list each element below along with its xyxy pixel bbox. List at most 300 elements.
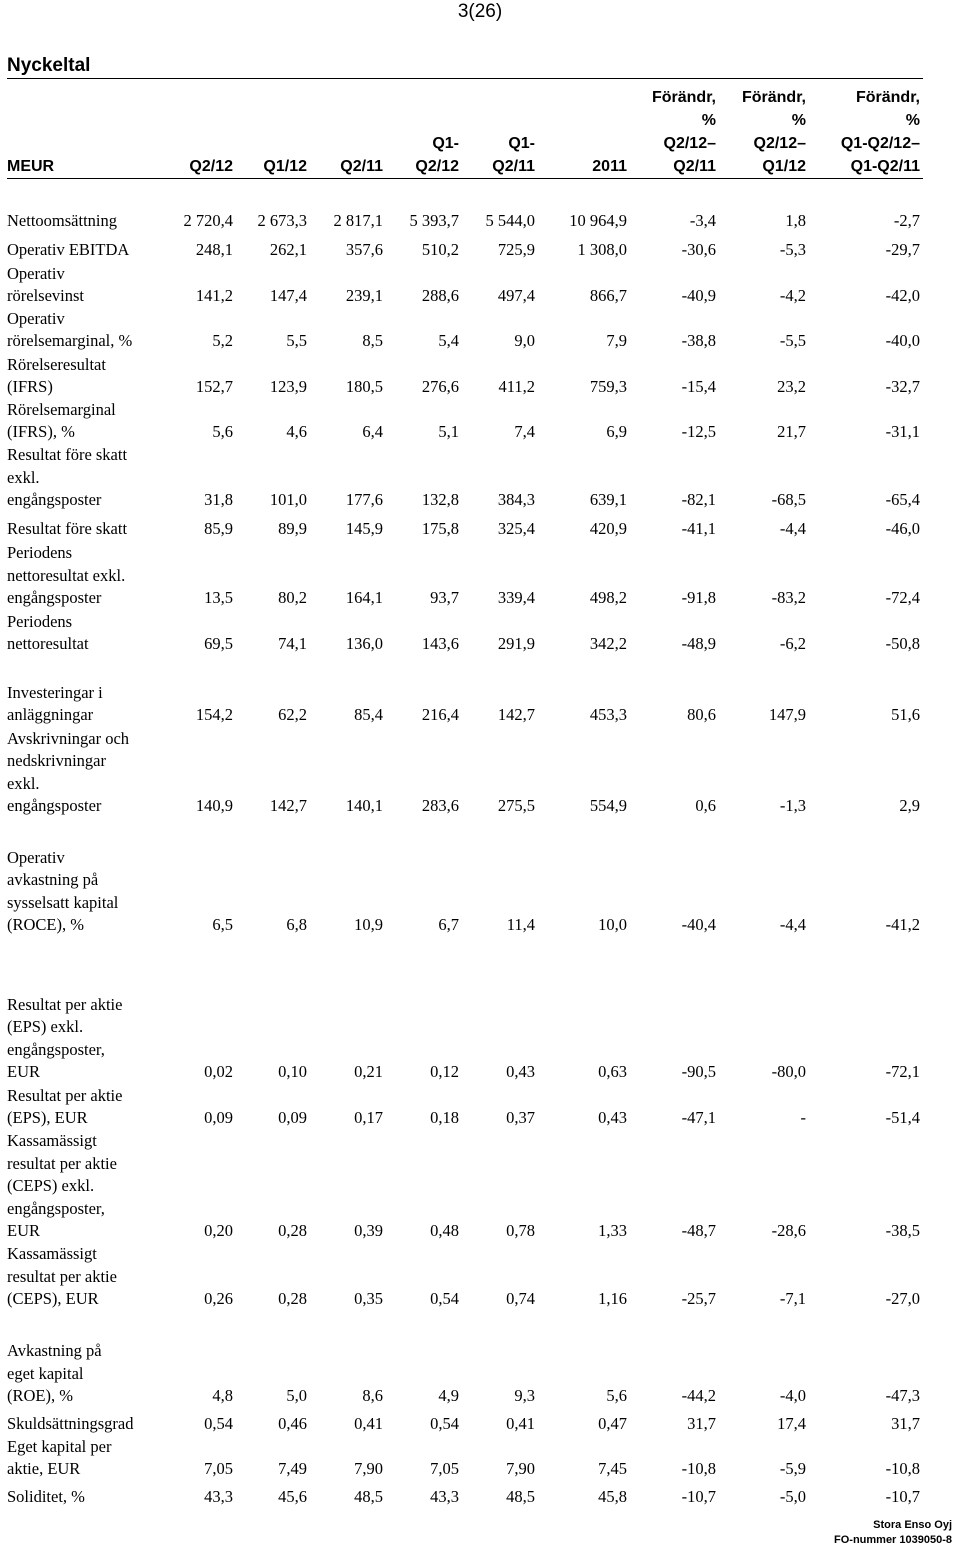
table-cell: 0,26 bbox=[204, 1289, 233, 1309]
column-header-line: Förändr, bbox=[855, 89, 920, 106]
table-cell: 142,7 bbox=[269, 796, 307, 816]
table-cell: -12,5 bbox=[681, 422, 716, 442]
table-cell: 7,05 bbox=[204, 1459, 233, 1479]
table-cell: 0,41 bbox=[354, 1414, 383, 1434]
table-cell: 31,7 bbox=[891, 1414, 920, 1434]
row-label bbox=[7, 1130, 117, 1243]
table-cell: 1,33 bbox=[598, 1221, 627, 1241]
table-cell: 74,1 bbox=[278, 634, 307, 654]
table-cell: 69,5 bbox=[204, 634, 233, 654]
table-cell: 453,3 bbox=[589, 705, 627, 725]
footer bbox=[834, 1518, 952, 1548]
column-header-line: Q1/12 bbox=[263, 158, 307, 175]
row-label-line: resultat per aktie bbox=[7, 1153, 117, 1173]
table-cell: 6,9 bbox=[606, 422, 627, 442]
row-label-line: Eget kapital per bbox=[7, 1436, 112, 1456]
row-label-line: Resultat före skatt bbox=[7, 445, 128, 465]
footer-company: Stora Enso Oyj bbox=[873, 1519, 952, 1531]
column-header-line: % bbox=[905, 112, 920, 129]
row-label-line: engångsposter bbox=[7, 588, 102, 608]
table-cell: 10 964,9 bbox=[569, 211, 627, 231]
table-cell: -5,0 bbox=[779, 1487, 806, 1507]
table-cell: 6,4 bbox=[362, 422, 383, 442]
row-label-line: Rörelseresultat bbox=[7, 354, 106, 374]
table-row bbox=[0, 1243, 960, 1311]
row-label-line: nettoresultat exkl. bbox=[7, 565, 126, 585]
table-cell: -41,2 bbox=[885, 915, 920, 935]
table-cell: 7,45 bbox=[598, 1459, 627, 1479]
row-label-line: (ROCE), % bbox=[7, 915, 84, 935]
table-cell: 10,0 bbox=[598, 915, 627, 935]
column-header-6 bbox=[592, 90, 627, 178]
table-cell: 725,9 bbox=[497, 240, 535, 260]
row-label-line: Operativ EBITDA bbox=[7, 240, 130, 260]
column-header-line: % bbox=[701, 112, 716, 129]
table-cell: 2,9 bbox=[899, 796, 920, 816]
row-label-line: Operativ bbox=[7, 847, 65, 867]
table-cell: -3,4 bbox=[689, 211, 716, 231]
table-cell: -40,9 bbox=[681, 286, 716, 306]
row-label bbox=[7, 994, 122, 1084]
table-row bbox=[0, 263, 960, 308]
table-cell: 10,9 bbox=[354, 915, 383, 935]
table-cell: 2 720,4 bbox=[183, 211, 233, 231]
table-cell: -72,1 bbox=[885, 1062, 920, 1082]
table-cell: 866,7 bbox=[589, 286, 627, 306]
table-cell: -27,0 bbox=[885, 1289, 920, 1309]
table-cell: 639,1 bbox=[589, 490, 627, 510]
table-cell: -28,6 bbox=[771, 1221, 806, 1241]
table-cell: 262,1 bbox=[269, 240, 307, 260]
column-header-line: Q1- bbox=[508, 135, 535, 152]
table-cell: 7,49 bbox=[278, 1459, 307, 1479]
table-cell: -44,2 bbox=[681, 1386, 716, 1406]
table-cell: 85,9 bbox=[204, 519, 233, 539]
table-row bbox=[0, 728, 960, 818]
table-cell: 51,6 bbox=[891, 705, 920, 725]
table-cell: 554,9 bbox=[589, 796, 627, 816]
table-cell: -80,0 bbox=[771, 1062, 806, 1082]
table-cell: 498,2 bbox=[589, 588, 627, 608]
table-cell: -91,8 bbox=[681, 588, 716, 608]
table-cell: 5 393,7 bbox=[409, 211, 459, 231]
table-row bbox=[0, 611, 960, 656]
table-cell: 1,16 bbox=[598, 1289, 627, 1309]
column-header-line: Q2/11 bbox=[340, 158, 383, 175]
table-cell: 0,74 bbox=[506, 1289, 535, 1309]
row-label-line: Investeringar i bbox=[7, 682, 103, 702]
table-cell: 2 673,3 bbox=[257, 211, 307, 231]
table-cell: 0,63 bbox=[598, 1062, 627, 1082]
table-cell: 5,6 bbox=[606, 1386, 627, 1406]
table-cell: 0,54 bbox=[430, 1414, 459, 1434]
table-cell: -40,0 bbox=[885, 331, 920, 351]
table-row bbox=[0, 1436, 960, 1481]
table-cell: -2,7 bbox=[893, 211, 920, 231]
table-cell: 0,02 bbox=[204, 1062, 233, 1082]
table-cell: 5,0 bbox=[286, 1386, 307, 1406]
row-label bbox=[7, 210, 117, 233]
table-cell: 48,5 bbox=[506, 1487, 535, 1507]
column-header-line: Q2/11 bbox=[673, 158, 716, 175]
table-cell: 177,6 bbox=[345, 490, 383, 510]
table-cell: 7,9 bbox=[606, 331, 627, 351]
table-cell: 0,54 bbox=[430, 1289, 459, 1309]
row-label-line: avkastning på bbox=[7, 870, 99, 890]
row-label-line: nettoresultat bbox=[7, 634, 89, 654]
table-cell: 80,6 bbox=[687, 705, 716, 725]
table-cell: -29,7 bbox=[885, 240, 920, 260]
table-cell: 5,4 bbox=[438, 331, 459, 351]
column-header-2 bbox=[263, 90, 307, 178]
table-cell: -38,8 bbox=[681, 331, 716, 351]
row-label bbox=[7, 399, 116, 444]
row-label bbox=[7, 444, 127, 512]
table-cell: 1 308,0 bbox=[577, 240, 627, 260]
row-label-line: Rörelsemarginal bbox=[7, 399, 116, 419]
table-cell: 13,5 bbox=[204, 588, 233, 608]
table-cell: -7,1 bbox=[779, 1289, 806, 1309]
header-divider bbox=[7, 178, 923, 179]
table-cell: -10,8 bbox=[681, 1459, 716, 1479]
column-header-line: Q2/12 bbox=[415, 158, 459, 175]
table-cell: 154,2 bbox=[195, 705, 233, 725]
column-header-7 bbox=[652, 90, 716, 178]
row-label-line: Resultat före skatt bbox=[7, 519, 128, 539]
table-cell: 23,2 bbox=[777, 377, 806, 397]
table-cell: 164,1 bbox=[345, 588, 383, 608]
column-header-line: % bbox=[791, 112, 806, 129]
table-cell: 45,6 bbox=[278, 1487, 307, 1507]
table-cell: -32,7 bbox=[885, 377, 920, 397]
table-cell: 510,2 bbox=[421, 240, 459, 260]
column-header-8 bbox=[742, 90, 806, 178]
table-cell: 288,6 bbox=[421, 286, 459, 306]
table-cell: 0,39 bbox=[354, 1221, 383, 1241]
row-label-line: nedskrivningar bbox=[7, 751, 106, 771]
table-row bbox=[0, 847, 960, 937]
table-cell: 0,43 bbox=[506, 1062, 535, 1082]
table-cell: 0,28 bbox=[278, 1289, 307, 1309]
column-header-line: Q1-Q2/12– bbox=[840, 135, 920, 152]
table-cell: -83,2 bbox=[771, 588, 806, 608]
table-cell: -90,5 bbox=[681, 1062, 716, 1082]
table-cell: 0,41 bbox=[506, 1414, 535, 1434]
table-cell: -25,7 bbox=[681, 1289, 716, 1309]
table-cell: 357,6 bbox=[345, 240, 383, 260]
table-cell: 142,7 bbox=[497, 705, 535, 725]
table-cell: 43,3 bbox=[204, 1487, 233, 1507]
row-label-line: EUR bbox=[7, 1221, 40, 1241]
row-label-line: (IFRS) bbox=[7, 377, 53, 397]
table-cell: -10,7 bbox=[681, 1487, 716, 1507]
table-cell: 411,2 bbox=[498, 377, 535, 397]
table-cell: -10,7 bbox=[885, 1487, 920, 1507]
table-cell: 4,6 bbox=[286, 422, 307, 442]
row-label-line: exkl. bbox=[7, 467, 40, 487]
table-cell: 0,12 bbox=[430, 1062, 459, 1082]
row-label bbox=[7, 239, 129, 262]
table-cell: 140,9 bbox=[195, 796, 233, 816]
table-cell: 132,8 bbox=[421, 490, 459, 510]
column-header-0 bbox=[7, 90, 54, 178]
table-cell: -10,8 bbox=[885, 1459, 920, 1479]
table-cell: 4,9 bbox=[438, 1386, 459, 1406]
table-cell: 4,8 bbox=[212, 1386, 233, 1406]
table-cell: -82,1 bbox=[681, 490, 716, 510]
row-label bbox=[7, 1085, 122, 1130]
table-cell: 0,28 bbox=[278, 1221, 307, 1241]
table-row bbox=[0, 1085, 960, 1130]
row-label bbox=[7, 518, 127, 541]
row-label-line: (CEPS) exkl. bbox=[7, 1176, 95, 1196]
table-cell: 152,7 bbox=[195, 377, 233, 397]
table-row bbox=[0, 1130, 960, 1243]
row-label-line: Nettoomsättning bbox=[7, 211, 117, 231]
table-cell: 283,6 bbox=[421, 796, 459, 816]
row-label-line: rörelsevinst bbox=[7, 286, 84, 306]
table-cell: 0,20 bbox=[204, 1221, 233, 1241]
table-cell: 143,6 bbox=[421, 634, 459, 654]
table-cell: -51,4 bbox=[885, 1108, 920, 1128]
table-cell: 248,1 bbox=[195, 240, 233, 260]
table-cell: 21,7 bbox=[777, 422, 806, 442]
table-cell: 180,5 bbox=[345, 377, 383, 397]
table-cell: 0,09 bbox=[278, 1108, 307, 1128]
column-header-1 bbox=[189, 90, 233, 178]
table-cell: 6,5 bbox=[212, 915, 233, 935]
table-cell: 325,4 bbox=[497, 519, 535, 539]
table-cell: 420,9 bbox=[589, 519, 627, 539]
table-cell: -72,4 bbox=[885, 588, 920, 608]
table-row bbox=[0, 994, 960, 1084]
row-label-line: engångsposter bbox=[7, 796, 102, 816]
table-cell: 0,35 bbox=[354, 1289, 383, 1309]
column-header-line: Q1- bbox=[432, 135, 459, 152]
column-header-line: Q2/12– bbox=[663, 135, 716, 152]
table-cell: 291,9 bbox=[497, 634, 535, 654]
row-label-line: Avkastning på bbox=[7, 1341, 102, 1361]
table-cell: 0,10 bbox=[278, 1062, 307, 1082]
table-cell: 43,3 bbox=[430, 1487, 459, 1507]
column-header-9 bbox=[841, 90, 920, 178]
column-header-3 bbox=[340, 90, 383, 178]
row-label-line: (EPS), EUR bbox=[7, 1108, 88, 1128]
table-cell: 5,5 bbox=[286, 331, 307, 351]
table-cell: 147,4 bbox=[269, 286, 307, 306]
table-cell: 123,9 bbox=[269, 377, 307, 397]
table-cell: 0,6 bbox=[695, 796, 716, 816]
column-header-line: Q1-Q2/11 bbox=[850, 158, 920, 175]
column-header-line: Q2/12 bbox=[189, 158, 233, 175]
row-label-line: Operativ bbox=[7, 263, 65, 283]
table-cell: -47,3 bbox=[885, 1386, 920, 1406]
table-row bbox=[0, 1340, 960, 1408]
column-header-line: Q2/12– bbox=[753, 135, 806, 152]
table-cell: -42,0 bbox=[885, 286, 920, 306]
column-header-line: MEUR bbox=[7, 158, 55, 175]
table-row bbox=[0, 518, 960, 541]
row-label-line: resultat per aktie bbox=[7, 1266, 117, 1286]
table-cell: -6,2 bbox=[779, 634, 806, 654]
table-cell: 0,21 bbox=[354, 1062, 383, 1082]
table-cell: 7,90 bbox=[506, 1459, 535, 1479]
table-cell: -46,0 bbox=[885, 519, 920, 539]
table-cell: -4,4 bbox=[779, 519, 806, 539]
table-cell: 7,05 bbox=[430, 1459, 459, 1479]
table-cell: 48,5 bbox=[354, 1487, 383, 1507]
row-label-line: engångsposter, bbox=[7, 1198, 105, 1218]
table-cell: -15,4 bbox=[681, 377, 716, 397]
row-label-line: EUR bbox=[7, 1062, 40, 1082]
table-cell: 93,7 bbox=[430, 588, 459, 608]
table-cell: -50,8 bbox=[885, 634, 920, 654]
table-cell: 31,8 bbox=[204, 490, 233, 510]
row-label bbox=[7, 728, 129, 818]
table-cell: 145,9 bbox=[345, 519, 383, 539]
table-row bbox=[0, 399, 960, 444]
table-cell: 6,8 bbox=[286, 915, 307, 935]
column-header-line: Förändr, bbox=[741, 89, 806, 106]
table-cell: 147,9 bbox=[768, 705, 806, 725]
row-label-line: Kassamässigt bbox=[7, 1244, 97, 1264]
row-label-line: sysselsatt kapital bbox=[7, 892, 119, 912]
table-cell: 0,47 bbox=[598, 1414, 627, 1434]
table-cell: -41,1 bbox=[681, 519, 716, 539]
table-cell: -30,6 bbox=[681, 240, 716, 260]
row-label-line: (CEPS), EUR bbox=[7, 1289, 99, 1309]
table-cell: 11,4 bbox=[506, 915, 535, 935]
table-cell: -48,7 bbox=[681, 1221, 716, 1241]
table-cell: 45,8 bbox=[598, 1487, 627, 1507]
table-cell: 339,4 bbox=[497, 588, 535, 608]
table-row bbox=[0, 444, 960, 512]
row-label-line: Kassamässigt bbox=[7, 1131, 97, 1151]
table-cell: 101,0 bbox=[269, 490, 307, 510]
section-title: Nyckeltal bbox=[7, 55, 91, 76]
table-cell: 6,7 bbox=[438, 915, 459, 935]
row-label bbox=[7, 1340, 102, 1408]
table-row bbox=[0, 542, 960, 610]
table-cell: -68,5 bbox=[771, 490, 806, 510]
page-number: 3(26) bbox=[457, 1, 503, 22]
row-label-line: Periodens bbox=[7, 543, 73, 563]
row-label-line: engångsposter bbox=[7, 490, 102, 510]
table-cell: -47,1 bbox=[681, 1108, 716, 1128]
row-label bbox=[7, 354, 106, 399]
row-label bbox=[7, 1436, 111, 1481]
row-label bbox=[7, 308, 132, 353]
table-cell: 62,2 bbox=[278, 705, 307, 725]
table-cell: 85,4 bbox=[354, 705, 383, 725]
table-row bbox=[0, 1413, 960, 1436]
row-label-line: engångsposter, bbox=[7, 1039, 105, 1059]
table-cell: 5 544,0 bbox=[485, 211, 535, 231]
table-cell: -31,1 bbox=[885, 422, 920, 442]
table-cell: -48,9 bbox=[681, 634, 716, 654]
table-cell: 9,3 bbox=[514, 1386, 535, 1406]
row-label bbox=[7, 1486, 85, 1509]
row-label-line: exkl. bbox=[7, 773, 40, 793]
column-header-line: Förändr, bbox=[651, 89, 716, 106]
table-cell: 8,5 bbox=[362, 331, 383, 351]
table-cell: 141,2 bbox=[195, 286, 233, 306]
table-cell: 0,48 bbox=[430, 1221, 459, 1241]
title-divider bbox=[7, 78, 923, 79]
table-cell: 8,6 bbox=[362, 1386, 383, 1406]
table-cell: 140,1 bbox=[345, 796, 383, 816]
row-label bbox=[7, 263, 84, 308]
table-cell: 342,2 bbox=[589, 634, 627, 654]
table-cell: 5,1 bbox=[438, 422, 459, 442]
table-cell: 497,4 bbox=[497, 286, 535, 306]
row-label-line: Resultat per aktie bbox=[7, 1085, 123, 1105]
table-cell: - bbox=[800, 1108, 806, 1128]
table-cell: 0,37 bbox=[506, 1108, 535, 1128]
table-cell: -65,4 bbox=[885, 490, 920, 510]
table-cell: 0,43 bbox=[598, 1108, 627, 1128]
table-cell: -4,0 bbox=[779, 1386, 806, 1406]
row-label bbox=[7, 847, 118, 937]
row-label bbox=[7, 1413, 134, 1436]
table-row bbox=[0, 682, 960, 727]
table-cell: 276,6 bbox=[421, 377, 459, 397]
table-cell: 1,8 bbox=[785, 211, 806, 231]
table-cell: 9,0 bbox=[514, 331, 535, 351]
table-cell: 136,0 bbox=[345, 634, 383, 654]
table-cell: 89,9 bbox=[278, 519, 307, 539]
row-label bbox=[7, 1243, 117, 1311]
column-header-line: Q2/11 bbox=[492, 158, 535, 175]
table-cell: 5,6 bbox=[212, 422, 233, 442]
table-cell: 0,46 bbox=[278, 1414, 307, 1434]
table-cell: 175,8 bbox=[421, 519, 459, 539]
row-label-line: aktie, EUR bbox=[7, 1459, 81, 1479]
table-cell: 384,3 bbox=[497, 490, 535, 510]
table-cell: -38,5 bbox=[885, 1221, 920, 1241]
table-cell: 0,18 bbox=[430, 1108, 459, 1128]
table-cell: 17,4 bbox=[777, 1414, 806, 1434]
table-cell: 275,5 bbox=[497, 796, 535, 816]
row-label-line: Avskrivningar och bbox=[7, 728, 130, 748]
row-label-line: Soliditet, % bbox=[7, 1487, 85, 1507]
row-label bbox=[7, 611, 89, 656]
column-header-5 bbox=[492, 90, 535, 178]
table-row bbox=[0, 308, 960, 353]
table-row bbox=[0, 354, 960, 399]
table-cell: -5,9 bbox=[779, 1459, 806, 1479]
row-label-line: Operativ bbox=[7, 308, 65, 328]
table-cell: 7,4 bbox=[514, 422, 535, 442]
table-cell: 0,54 bbox=[204, 1414, 233, 1434]
table-cell: 2 817,1 bbox=[333, 211, 383, 231]
row-label-line: rörelsemarginal, % bbox=[7, 331, 133, 351]
table-cell: -4,4 bbox=[779, 915, 806, 935]
row-label bbox=[7, 682, 103, 727]
row-label-line: anläggningar bbox=[7, 705, 94, 725]
column-header-line: 2011 bbox=[592, 158, 627, 175]
row-label bbox=[7, 542, 125, 610]
table-cell: 5,2 bbox=[212, 331, 233, 351]
row-label-line: Periodens bbox=[7, 611, 73, 631]
table-cell: -40,4 bbox=[681, 915, 716, 935]
table-cell: 80,2 bbox=[278, 588, 307, 608]
table-cell: 0,78 bbox=[506, 1221, 535, 1241]
row-label-line: (ROE), % bbox=[7, 1386, 73, 1406]
table-cell: 239,1 bbox=[345, 286, 383, 306]
table-row bbox=[0, 1486, 960, 1509]
column-header-4 bbox=[415, 90, 459, 178]
